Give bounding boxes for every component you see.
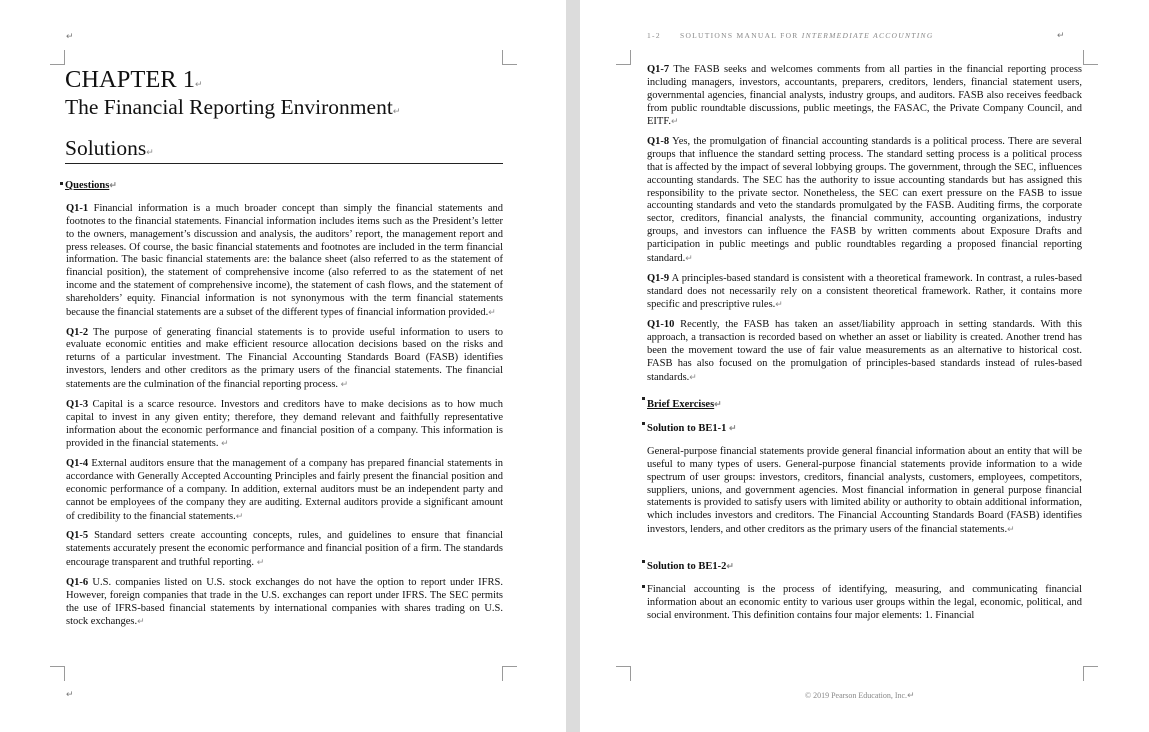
section-heading-text: Brief Exercises <box>647 399 715 410</box>
chapter-label: CHAPTER 1 <box>65 66 196 93</box>
section-heading-text: Questions <box>65 180 110 191</box>
question-paragraph: Q1-4 External auditors ensure that the management of a company has prepared financial statements in accordance with Generally Accepted Accounting Principles and fairly present the financial position and economic performance of a company. In addition, external auditors must be an independent party and cannot be employees of the company they are auditing. External auditors provide a significant amount of credibility to the financial statements.↵ <box>66 458 503 522</box>
chapter-heading: CHAPTER 1↵ <box>65 66 203 93</box>
list-marker <box>642 585 645 588</box>
running-header <box>647 31 934 40</box>
list-marker <box>642 560 645 563</box>
section-heading-questions: Questions↵ <box>65 180 117 191</box>
running-head-book: INTERMEDIATE ACCOUNTING <box>801 31 934 40</box>
solution-heading-text: Solution to BE1-1 <box>647 423 727 434</box>
header-paragraph-mark: ↵ <box>66 31 74 41</box>
crop-mark <box>616 666 631 681</box>
question-paragraph: Q1-6 U.S. companies listed on U.S. stock exchanges do not have the option to report under IFRS. However, foreign companies that trade in the U.S. exchanges can report under IFRS. The SEC permits the use of IFRS-based financial statements by international companies with shares trading on U.S. stock exchanges.↵ <box>66 576 503 628</box>
page-footer: © 2019 Pearson Education, Inc.↵ <box>805 690 915 700</box>
list-marker <box>642 397 645 400</box>
question-paragraph: Q1-3 Capital is a scarce resource. Investors and creditors have to make decisions as to how much capital to invest in any given entity; therefore, they demand relevant and faithfully representative information about the economic performance and financial position of a company. This information is provided in the financial statements. ↵ <box>66 398 503 450</box>
page-number: 1-2 <box>647 31 661 40</box>
running-head-prefix: SOLUTIONS MANUAL FOR <box>679 31 802 40</box>
question-paragraph: Q1-2 The purpose of generating financial statements is to provide useful information to users to evaluate economic entities and make efficient resource allocation decisions based on the risks and returns of a particular investment. The Financial Accounting Standards Board (FASB) identifies investors, lenders and other creditors as the primary users of the financial statements. The financial statements are the culmination of the financial reporting process. ↵ <box>66 326 503 390</box>
crop-mark <box>1083 666 1098 681</box>
crop-mark <box>50 50 65 65</box>
solutions-heading: Solutions↵ <box>65 136 154 160</box>
solution-heading-be1-2: Solution to BE1-2↵ <box>647 561 734 572</box>
chapter-title: The Financial Reporting Environment↵ <box>65 95 401 119</box>
solution-paragraph: General-purpose financial statements provide general financial information about an entity that will be useful to many types of users. General-purpose financial statements provide information to a wide spectrum of user groups: investors, creditors, financial analysts, customers, employees, competitors, suppliers, unions, and government agencies. Most financial information in general purpose financial statements is provided to satisfy users with limited ability or authority to obtain additional information, which includes investors and creditors. The Financial Accounting Standards Board (FASB) identifies investors, lenders, and other creditors as the primary users of the financial statements.↵ <box>647 446 1082 536</box>
solution-heading-text: Solution to BE1-2 <box>647 561 727 572</box>
question-paragraph: Q1-8 Yes, the promulgation of financial accounting standards is a political process. There are several groups that influence the standard setting process. The standard setting process is a political process that is affected by the impact of several lobbying groups. The government, through the SEC, influences accounting standards. The SEC has the authority to issue accounting standards but has assigned this responsibility to the private sector. Nonetheless, the SEC can exert pressure on the FASB to issue accounting standards and veto the standards promulgated by the FASB. Auditing firms, the corporate sector, creditors, financial analysts, the financial community, accounting organizations, industry groups, and investors can influence the FASB by written comments about Exposure Drafts and participation in public meetings and public roundtables regarding a proposed financial reporting standard.↵ <box>647 136 1082 264</box>
question-paragraph: Q1-1 Financial information is a much broader concept than simply the financial statements and footnotes to the financial statements. Financial information includes items such as the President’s letter to the owners, management’s discussion and analysis, the auditors’ report, the management report and press releases. Of course, the basic financial statements and footnotes are included in the term financial information. The basic financial statements are: the balance sheet (also referred to as the statement of financial position), the statement of comprehensive income (also referred to as the statement of net income and the statement of comprehensive income), the statement of cash flows, and the statement of shareholders’ equity. Financial information is not synonymous with the term financial statements because the financial statements are a subset of the different types of financial information provided.↵ <box>66 203 503 318</box>
crop-mark <box>1083 50 1098 65</box>
solution-heading-be1-1: Solution to BE1-1 ↵ <box>647 423 737 434</box>
questions-column-left <box>66 203 503 629</box>
document-page-left <box>0 0 566 732</box>
crop-mark <box>502 50 517 65</box>
list-marker <box>642 422 645 425</box>
footer-paragraph-mark: ↵ <box>66 689 74 699</box>
solutions-heading-text: Solutions <box>65 136 147 160</box>
solution-paragraph: Financial accounting is the process of identifying, measuring, and communicating financial information about an economic entity to various user groups within the legal, economic, political, and social environment. This definition contains four major elements: 1. Financial <box>647 584 1082 621</box>
list-marker <box>60 182 63 185</box>
copyright-text: © 2019 Pearson Education, Inc. <box>805 691 908 700</box>
crop-mark <box>616 50 631 65</box>
heading-rule <box>65 163 503 164</box>
questions-column-right <box>647 64 1082 384</box>
section-heading-brief-exercises: Brief Exercises↵ <box>647 399 722 410</box>
question-paragraph: Q1-7 The FASB seeks and welcomes comments from all parties in the financial reporting process including managers, investors, accountants, preparers, creditors, lenders, financial statement users, governmental agencies, financial analysts, industry groups, and auditors. FASB also receives feedback from public roundtable discussions, public meetings, the FASAC, the Private Company Council, and EITF.↵ <box>647 64 1082 128</box>
chapter-title-text: The Financial Reporting Environment <box>65 95 393 119</box>
header-paragraph-mark: ↵ <box>1057 30 1065 40</box>
question-paragraph: Q1-10 Recently, the FASB has taken an asset/liability approach in setting standards. With this approach, a transaction is recorded based on whether an asset or liability is created. Another trend has been the movement toward the use of fair value measurements as an alternative to historical cost. FASB has also focused on the promulgation of principles-based standards instead of rules-based standards.↵ <box>647 319 1082 383</box>
crop-mark <box>50 666 65 681</box>
question-paragraph: Q1-5 Standard setters create accounting concepts, rules, and guidelines to ensure that financial statements accurately present the economic performance and financial position of a firm. The standards encourage transparent and truthful reporting. ↵ <box>66 530 503 569</box>
solution-be1-1-body <box>647 446 1082 537</box>
solution-be1-2-body <box>647 584 1082 623</box>
crop-mark <box>502 666 517 681</box>
page-gutter <box>566 0 580 732</box>
question-paragraph: Q1-9 A principles-based standard is consistent with a theoretical framework. In contrast, a rules-based standard does not necessarily rely on a consistent theoretical framework. Rather, it contains more specific and prescriptive rules.↵ <box>647 272 1082 311</box>
